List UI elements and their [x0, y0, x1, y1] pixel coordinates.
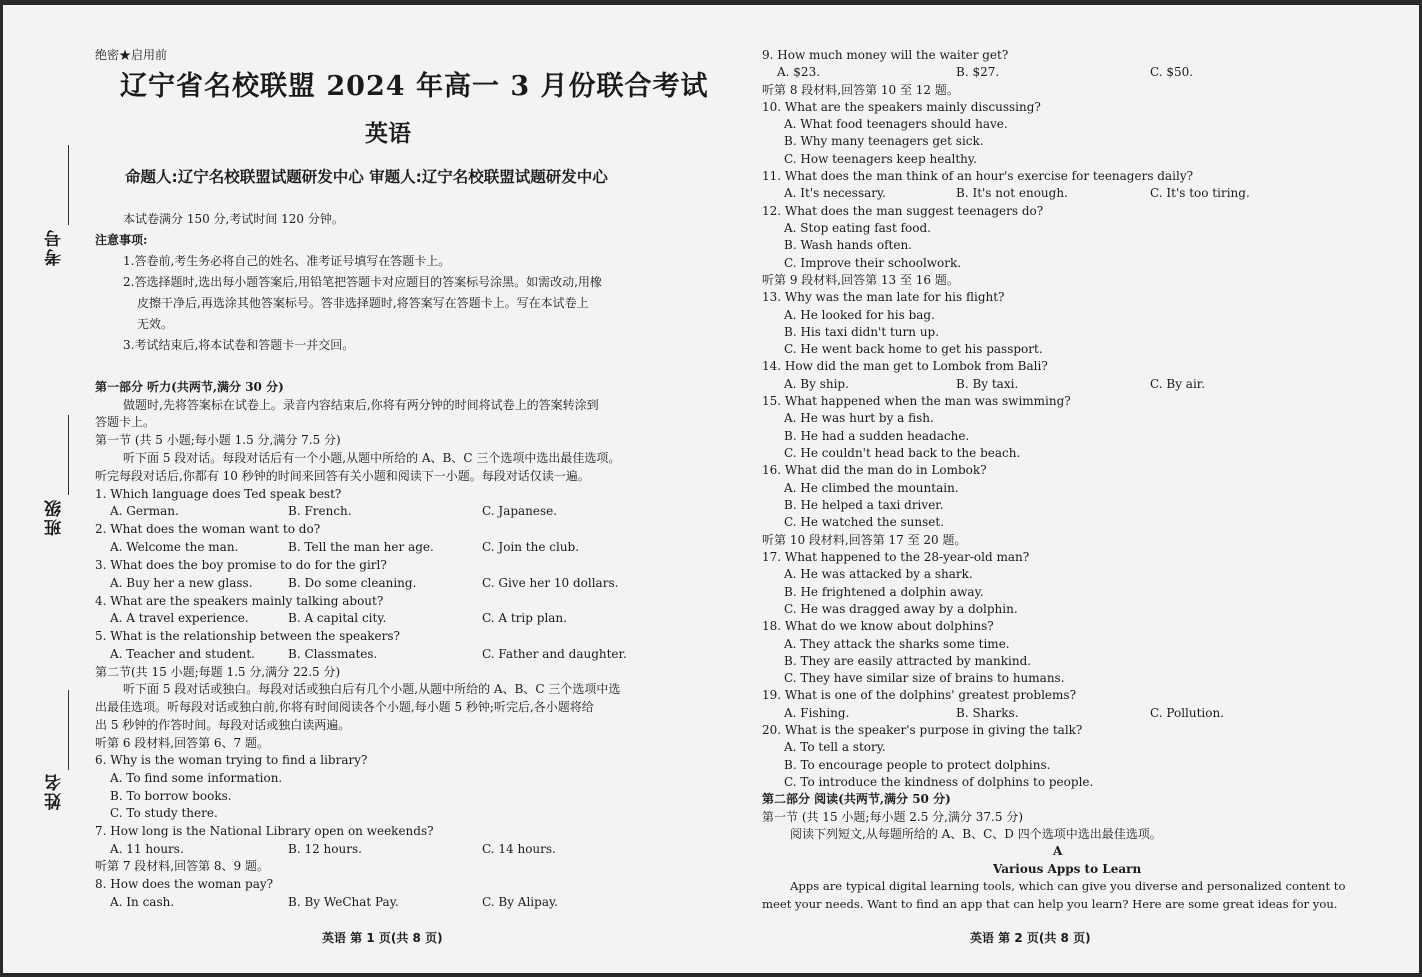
side-label-name: 姓名: [45, 772, 65, 810]
text-line: 1.答卷前,考生务必将自己的姓名、准考证号填写在答题卡上。: [123, 254, 451, 268]
text-line: 出最佳选项。听每段对话或独白前,你将有时间阅读各个小题,每小题 5 秒钟;听完后,各小题将给: [95, 700, 594, 714]
option-c: C. How teenagers keep healthy.: [784, 152, 977, 166]
option-c: C. Give her 10 dollars.: [482, 576, 619, 590]
subsection-heading: 第一节 (共 5 小题;每小题 1.5 分,满分 7.5 分): [95, 433, 341, 447]
side-label-class: 班级: [45, 498, 65, 536]
option-a: A. He climbed the mountain.: [784, 481, 959, 495]
option-a: A. By ship.: [784, 377, 849, 391]
section-heading: 第一部分 听力(共两节,满分 30 分): [95, 380, 284, 394]
question: 17. What happened to the 28-year-old man?: [762, 550, 1030, 564]
side-line-name: [68, 690, 69, 770]
option-a: A. To find some information.: [110, 771, 283, 785]
text-line: 阅读下列短文,从每题所给的 A、B、C、D 四个选项中选出最佳选项。: [790, 827, 1162, 841]
text-line: 听完每段对话后,你都有 10 秒钟的时间来回答有关小题和阅读下一小题。每段对话仅读一遍。: [95, 469, 590, 483]
option-c: C. He was dragged away by a dolphin.: [784, 602, 1018, 616]
subject-title: 英语: [365, 120, 411, 147]
option-b: B. Why many teenagers get sick.: [784, 134, 984, 148]
option-a: A. Stop eating fast food.: [784, 221, 931, 235]
option-b: B. Tell the man her age.: [288, 540, 434, 554]
option-b: B. By WeChat Pay.: [288, 895, 399, 909]
option-a: A. They attack the sharks some time.: [784, 637, 1010, 651]
question: 18. What do we know about dolphins?: [762, 619, 994, 633]
option-a: A. He looked for his bag.: [784, 308, 935, 322]
option-c: C. He went back home to get his passport.: [784, 342, 1043, 356]
question: 15. What happened when the man was swimming?: [762, 394, 1071, 408]
question: 6. Why is the woman trying to find a library?: [95, 753, 368, 767]
scan-border-left: [0, 0, 3, 977]
option-a: A. He was attacked by a shark.: [784, 567, 973, 581]
option-a: A. $23.: [777, 65, 821, 79]
option-a: A. It's necessary.: [784, 186, 886, 200]
option-c: C. $50.: [1150, 65, 1194, 79]
option-b: B. He helped a taxi driver.: [784, 498, 944, 512]
passage-line: Apps are typical digital learning tools, which can give you diverse and personalized content to: [790, 879, 1346, 893]
text-line: 皮擦干净后,再选涂其他答案标号。答非选择题时,将答案写在答题卡上。写在本试卷上: [137, 296, 589, 310]
option-c: C. A trip plan.: [482, 611, 567, 625]
question: 8. How does the woman pay?: [95, 877, 274, 891]
option-a: A. He was hurt by a fish.: [784, 411, 934, 425]
passage-title: Various Apps to Learn: [993, 862, 1142, 876]
scan-border-bottom: [0, 973, 1422, 977]
passage-letter: A: [1053, 844, 1063, 858]
option-c: C. To introduce the kindness of dolphins to people.: [784, 775, 1094, 789]
side-label-exam-no: 考号: [45, 228, 65, 266]
text-line: 听第 8 段材料,回答第 10 至 12 题。: [762, 83, 959, 97]
option-b: B. To encourage people to protect dolphins.: [784, 758, 1051, 772]
question: 12. What does the man suggest teenagers do?: [762, 204, 1044, 218]
question: 10. What are the speakers mainly discussing?: [762, 100, 1041, 114]
option-c: C. It's too tiring.: [1150, 186, 1250, 200]
option-a: A. Fishing.: [784, 706, 850, 720]
option-b: B. 12 hours.: [288, 842, 362, 856]
option-c: C. He watched the sunset.: [784, 515, 945, 529]
text-line: 出 5 秒钟的作答时间。每段对话或独白读两遍。: [95, 718, 351, 732]
subsection-heading: 第一节 (共 15 小题;每小题 2.5 分,满分 37.5 分): [762, 810, 1023, 824]
question: 3. What does the boy promise to do for the girl?: [95, 558, 387, 572]
option-c: C. Join the club.: [482, 540, 580, 554]
option-a: A. German.: [110, 504, 179, 518]
option-b: B. French.: [288, 504, 352, 518]
option-b: B. Do some cleaning.: [288, 576, 417, 590]
option-b: B. They are easily attracted by mankind.: [784, 654, 1032, 668]
text-line: 2.答选择题时,选出每小题答案后,用铅笔把答题卡对应题目的答案标号涂黑。如需改动,用橡: [123, 275, 602, 289]
option-c: C. 14 hours.: [482, 842, 556, 856]
text-line: 听第 6 段材料,回答第 6、7 题。: [95, 736, 269, 750]
page-footer-left: 英语 第 1 页(共 8 页): [322, 931, 443, 945]
question: 4. What are the speakers mainly talking about?: [95, 594, 384, 608]
question: 7. How long is the National Library open on weekends?: [95, 824, 434, 838]
option-b: B. A capital city.: [288, 611, 387, 625]
option-a: A. Welcome the man.: [110, 540, 239, 554]
side-line-class: [68, 415, 69, 495]
text-line: 做题时,先将答案标在试卷上。录音内容结束后,你将有两分钟的时间将试卷上的答案转涂到: [123, 398, 599, 412]
option-c: C. Improve their schoolwork.: [784, 256, 962, 270]
question: 5. What is the relationship between the speakers?: [95, 629, 400, 643]
question: 1. Which language does Ted speak best?: [95, 487, 342, 501]
option-b: B. By taxi.: [956, 377, 1019, 391]
option-c: C. Japanese.: [482, 504, 558, 518]
text-line: 本试卷满分 150 分,考试时间 120 分钟。: [123, 212, 344, 226]
question: 14. How did the man get to Lombok from Bali?: [762, 359, 1048, 373]
option-b: B. He frightened a dolphin away.: [784, 585, 984, 599]
text-line: 答题卡上。: [95, 415, 156, 429]
option-a: A. Teacher and student.: [110, 647, 255, 661]
question: 19. What is one of the dolphins' greatest problems?: [762, 688, 1076, 702]
section-heading: 第二部分 阅读(共两节,满分 50 分): [762, 792, 951, 806]
authors-line: 命题人:辽宁名校联盟试题研发中心 审题人:辽宁名校联盟试题研发中心: [125, 168, 608, 186]
question: 13. Why was the man late for his flight?: [762, 290, 1005, 304]
question: 11. What does the man think of an hour's exercise for teenagers daily?: [762, 169, 1194, 183]
passage-line: meet your needs. Want to find an app that can help you learn? Here are some great ideas for you.: [762, 897, 1338, 911]
option-c: C. Pollution.: [1150, 706, 1225, 720]
confidential-mark: 绝密★启用前: [95, 48, 168, 62]
option-b: B. It's not enough.: [956, 186, 1068, 200]
option-a: A. In cash.: [110, 895, 175, 909]
option-a: A. Buy her a new glass.: [110, 576, 253, 590]
option-a: A. What food teenagers should have.: [784, 117, 1008, 131]
page-footer-right: 英语 第 2 页(共 8 页): [970, 931, 1091, 945]
option-c: C. He couldn't head back to the beach.: [784, 446, 1021, 460]
question: 9. How much money will the waiter get?: [762, 48, 1009, 62]
text-line: 无效。: [137, 317, 174, 331]
option-c: C. By air.: [1150, 377, 1206, 391]
option-c: C. By Alipay.: [482, 895, 558, 909]
subsection-heading: 第二节(共 15 小题;每题 1.5 分,满分 22.5 分): [95, 665, 341, 679]
notice-heading: 注意事项:: [95, 233, 148, 247]
option-a: A. A travel experience.: [110, 611, 249, 625]
question: 2. What does the woman want to do?: [95, 522, 321, 536]
text-line: 听下面 5 段对话。每段对话后有一个小题,从题中所给的 A、B、C 三个选项中选出最佳选项。: [123, 451, 621, 465]
option-c: C. They have similar size of brains to humans.: [784, 671, 1065, 685]
exam-title: 辽宁省名校联盟 2024 年高一 3 月份联合考试: [120, 71, 709, 102]
text-line: 3.考试结束后,将本试卷和答题卡一并交回。: [123, 338, 355, 352]
option-b: B. Classmates.: [288, 647, 378, 661]
question: 16. What did the man do in Lombok?: [762, 463, 987, 477]
option-b: B. Wash hands often.: [784, 238, 912, 252]
text-line: 听第 9 段材料,回答第 13 至 16 题。: [762, 273, 959, 287]
scan-border-top: [0, 0, 1422, 5]
option-b: B. Sharks.: [956, 706, 1019, 720]
option-a: A. 11 hours.: [110, 842, 184, 856]
option-a: A. To tell a story.: [784, 740, 886, 754]
option-b: B. To borrow books.: [110, 789, 232, 803]
option-b: B. $27.: [956, 65, 1000, 79]
option-c: C. To study there.: [110, 806, 218, 820]
option-c: C. Father and daughter.: [482, 647, 627, 661]
text-line: 听下面 5 段对话或独白。每段对话或独白后有几个小题,从题中所给的 A、B、C 三个选项中选: [123, 682, 621, 696]
side-line-exam-no: [68, 145, 69, 225]
option-b: B. His taxi didn't turn up.: [784, 325, 940, 339]
text-line: 听第 7 段材料,回答第 8、9 题。: [95, 859, 269, 873]
question: 20. What is the speaker's purpose in giving the talk?: [762, 723, 1083, 737]
option-b: B. He had a sudden headache.: [784, 429, 970, 443]
text-line: 听第 10 段材料,回答第 17 至 20 题。: [762, 533, 967, 547]
